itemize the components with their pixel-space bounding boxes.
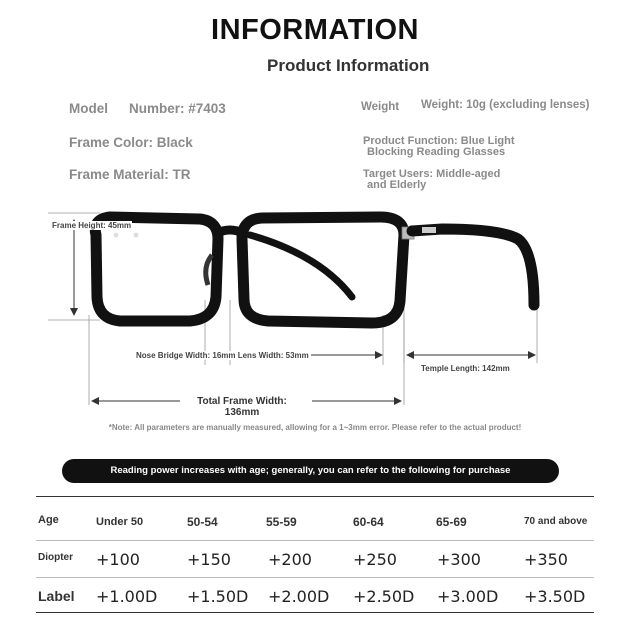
label-cell: +1.50D [187, 587, 249, 606]
spec-target-line1: Target Users: Middle-aged [363, 168, 501, 180]
spec-weight-value: Weight: 10g (excluding lenses) [421, 99, 590, 111]
label-cell: +3.00D [437, 587, 499, 606]
table-bottom-rule [36, 612, 594, 613]
frame-height-label: Frame Height: 45mm [52, 221, 132, 230]
row-label-diopter: Diopter [38, 552, 73, 563]
row-label-label: Label [38, 588, 75, 604]
left-lens-rim [95, 217, 218, 321]
diopter-cell: +200 [268, 550, 312, 569]
temple-length-label: Temple Length: 142mm [421, 364, 510, 373]
spec-model-value: Number: #7403 [129, 101, 226, 116]
age-cell: 55-59 [266, 515, 297, 529]
spec-frame-color: Frame Color: Black [69, 135, 193, 150]
inner-temple [250, 235, 352, 297]
total-width-label [182, 396, 302, 418]
spec-function-line1: Product Function: Blue Light [363, 135, 515, 147]
temple-arm [412, 229, 534, 305]
rivet-left [114, 233, 119, 238]
age-cell: 50-54 [187, 515, 218, 529]
diopter-cell: +250 [353, 550, 397, 569]
spec-model-label: Model [69, 101, 108, 116]
spec-frame-material: Frame Material: TR [69, 167, 191, 182]
label-cell: +2.00D [268, 587, 330, 606]
purchase-banner: Reading power increases with age; generally, you can refer to the following for purchase [62, 459, 559, 483]
row-label-age: Age [38, 514, 59, 526]
diopter-cell: +150 [187, 550, 231, 569]
age-cell: Under 50 [96, 516, 144, 528]
table-rule-1 [36, 540, 594, 541]
disclaimer-note: *Note: All parameters are manually measured, allowing for a 1~3mm error. Please refer to the actual product! [108, 423, 522, 432]
table-rule-2 [36, 577, 594, 578]
diopter-cell: +100 [96, 550, 140, 569]
section-subtitle: Product Information [267, 56, 430, 75]
glasses-illustration [40, 205, 600, 420]
temple-logo [422, 227, 436, 233]
left-nose-pad [206, 255, 212, 285]
age-cell: 60-64 [353, 515, 384, 529]
spec-function-line2: Blocking Reading Glasses [367, 146, 506, 158]
nose-lens-label: Nose Bridge Width: 16mm Lens Width: 53mm [136, 351, 309, 360]
age-cell: 65-69 [436, 515, 467, 529]
rivet-left-2 [134, 233, 139, 238]
spec-target-line2: and Elderly [367, 179, 427, 191]
diopter-cell: +300 [437, 550, 481, 569]
label-cell: +2.50D [353, 587, 415, 606]
age-cell: 70 and above [524, 516, 588, 527]
total-width-line1: Total Frame Width: [197, 396, 287, 407]
label-cell: +1.00D [96, 587, 158, 606]
label-cell: +3.50D [524, 587, 586, 606]
table-top-rule [36, 496, 594, 497]
page-title: INFORMATION [211, 14, 419, 46]
total-width-line2: 136mm [224, 407, 260, 418]
spec-weight-label: Weight [361, 101, 400, 113]
diopter-cell: +350 [524, 550, 568, 569]
